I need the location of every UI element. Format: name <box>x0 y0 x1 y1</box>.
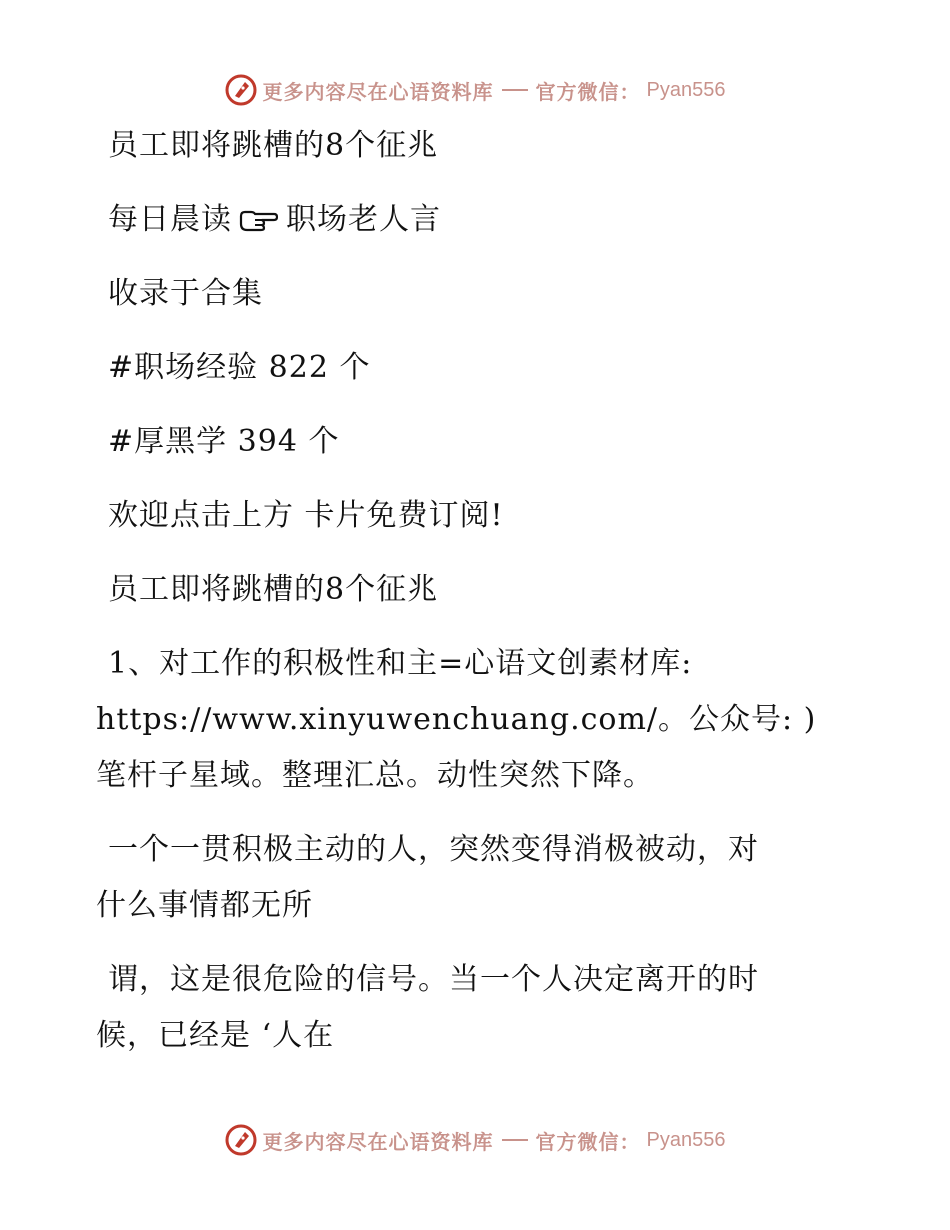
banner-wechat-id: Pyan556 <box>646 1128 726 1151</box>
footer-watermark-banner <box>0 1120 950 1160</box>
paragraph-2-line-1: 一个一贯积极主动的人，突然变得消极被动，对 <box>108 832 759 867</box>
header-watermark-banner <box>0 70 950 110</box>
banner-wechat-id: Pyan556 <box>646 78 726 101</box>
banner-dash <box>502 89 528 91</box>
series-name: 职场老人言 <box>286 202 441 237</box>
tag-career-experience[interactable]: #职场经验 822 个 <box>108 350 371 385</box>
pen-nib-logo-icon <box>225 1124 257 1156</box>
paragraph-3-line-1: 谓，这是很危险的信号。当一个人决定离开的时 <box>108 962 759 997</box>
article-title-repeat: 员工即将跳槽的8个征兆 <box>108 572 439 607</box>
paragraph-3-line-2: 候，已经是 ‘人在 <box>96 1018 335 1053</box>
pointing-hand-icon <box>238 208 278 234</box>
paragraph-2-line-2: 什么事情都无所 <box>96 888 313 923</box>
series-prefix: 每日晨读 <box>108 202 232 237</box>
pen-nib-logo-icon <box>225 74 257 106</box>
document-body <box>96 118 836 1064</box>
banner-slogan: 更多内容尽在心语资料库 <box>262 1129 494 1154</box>
subscribe-prompt: 欢迎点击上方 卡片免费订阅! <box>108 498 504 533</box>
paragraph-1-line-3: 笔杆子星域。整理汇总。动性突然下降。 <box>96 758 654 793</box>
collection-label: 收录于合集 <box>108 276 263 311</box>
series-line <box>96 192 836 248</box>
tag-thick-black[interactable]: #厚黑学 394 个 <box>108 424 340 459</box>
banner-slogan: 更多内容尽在心语资料库 <box>262 79 494 104</box>
paragraph-1-line-2: https://www.xinyuwenchuang.com/。公众号: ) <box>96 702 817 737</box>
paragraph-1-line-1: 1、对工作的积极性和主=心语文创素材库: <box>108 646 693 681</box>
banner-wechat-label: 官方微信： <box>535 79 641 104</box>
article-title: 员工即将跳槽的8个征兆 <box>108 128 439 163</box>
banner-dash <box>502 1139 528 1141</box>
banner-wechat-label: 官方微信： <box>535 1129 641 1154</box>
